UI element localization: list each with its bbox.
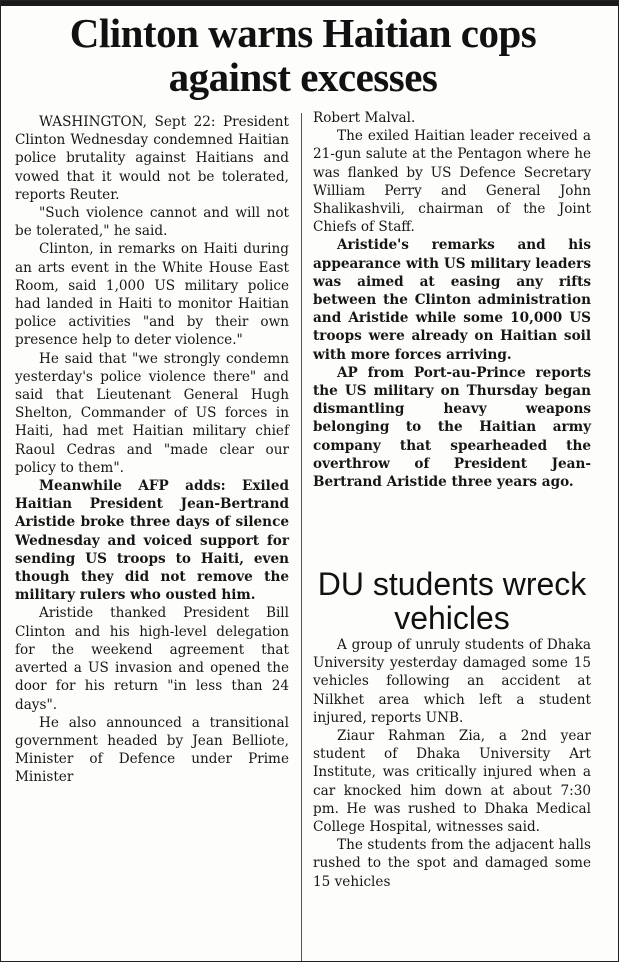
top-border-rule bbox=[1, 1, 618, 6]
article1-paragraph: Aristide thanked President Bill Clinton and his high-level delegation for the weekend agreement that averted a US invasion and opened the door for his return "in less than 24 days". bbox=[15, 605, 289, 713]
article1-paragraph: AP from Port-au-Prince reports the US military on Thursday began dismantling heavy weapons belonging to the Haitian army company that spearheaded the overthrow of President Jean-Bertrand Aristide three years ago. bbox=[313, 364, 591, 491]
article1-paragraph: Clinton, in remarks on Haiti during an arts event in the White House East Room, said 1,000 US military police had landed in Haiti to monitor Haitian police activities "and by their own presence help to deter violence." bbox=[15, 241, 289, 349]
article1-paragraph: WASHINGTON, Sept 22: President Clinton Wednesday condemned Haitian police brutality against Haitians and vowed that it would not be tolerated, reports Reuter. bbox=[15, 114, 289, 203]
article1-left-column bbox=[15, 113, 289, 787]
article2-paragraph: The students from the adjacent halls rushed to the spot and damaged some 15 vehicles bbox=[313, 837, 591, 890]
column-divider bbox=[301, 113, 302, 962]
article1-paragraph: "Such violence cannot and will not be tolerated," he said. bbox=[15, 205, 289, 240]
article1-paragraph: Aristide's remarks and his appearance with US military leaders was aimed at easing any rifts between the Clinton administration and Aristide while some 10,000 US troops were already on Haitian soil with more forces arriving. bbox=[313, 237, 591, 363]
article1-right-column bbox=[313, 109, 591, 491]
second-headline: DU students wreck vehicles bbox=[317, 566, 587, 636]
article1-paragraph: Robert Malval. bbox=[313, 110, 416, 126]
article2-paragraph: A group of unruly students of Dhaka University yesterday damaged some 15 vehicles following an accident at Nilkhet area which left a student injured, reports UNB. bbox=[313, 637, 591, 726]
main-headline: Clinton warns Haitian cops against excesses bbox=[69, 10, 537, 100]
article1-paragraph: The exiled Haitian leader received a 21-gun salute at the Pentagon where he was flanked by US Defence Secretary William Perry and General John Shalikashvili, chairman of the Joint Chiefs of Staff. bbox=[313, 128, 591, 236]
article1-paragraph: He also announced a transitional government headed by Jean Belliote, Minister of Defence under Prime Minister bbox=[15, 714, 289, 786]
article2-column bbox=[313, 636, 591, 891]
article1-paragraph: Meanwhile AFP adds: Exiled Haitian President Jean-Bertrand Aristide broke three days of silence Wednesday and voiced support for sending US troops to Haiti, even though they did not remove the military rulers who ousted him. bbox=[15, 478, 289, 604]
article1-paragraph: He said that "we strongly condemn yesterday's police violence there" and said that Lieutenant General Hugh Shelton, Commander of US forces in Haiti, had met Haitian military chief Raoul Cedras and "made clear our policy to them". bbox=[15, 350, 289, 476]
article2-paragraph: Ziaur Rahman Zia, a 2nd year student of Dhaka University Art Institute, was critically injured when a car knocked him down at about 7:30 pm. He was rushed to Dhaka Medical College Hospital, witnesses said. bbox=[313, 728, 591, 836]
